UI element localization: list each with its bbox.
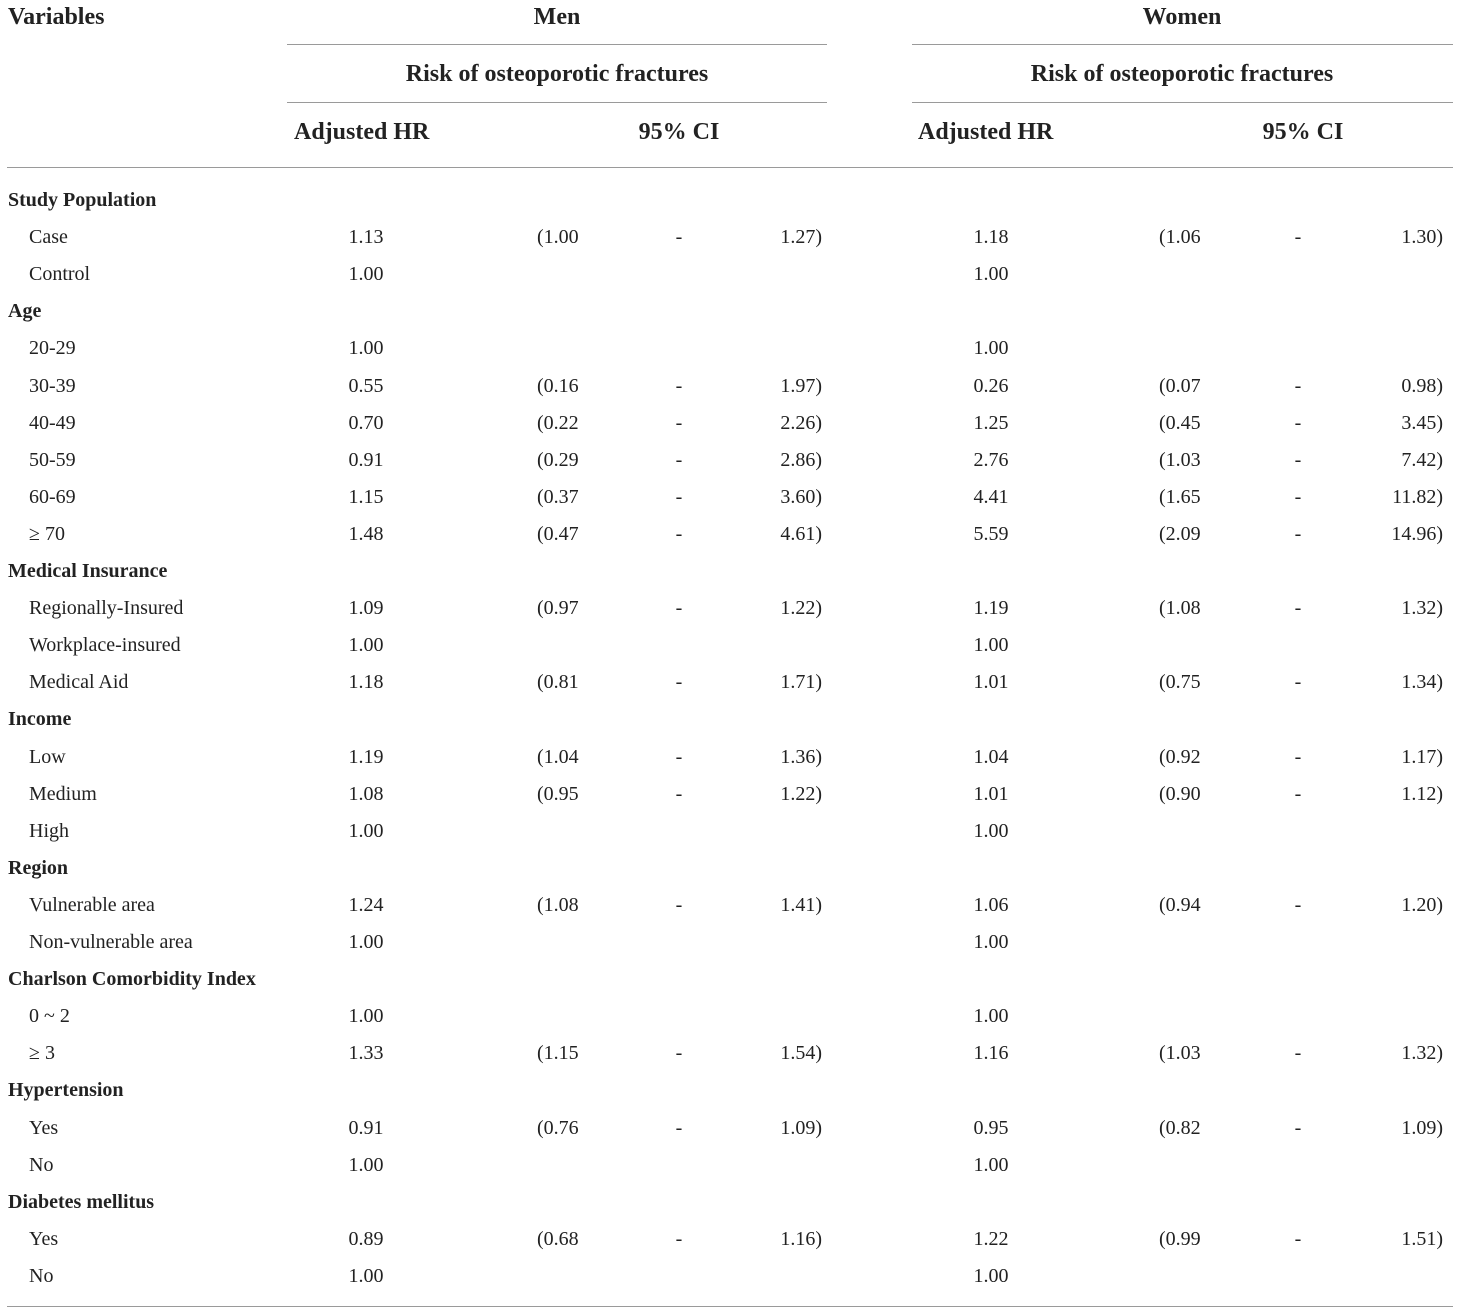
men-adjusted-hr: 1.00 (348, 1265, 384, 1287)
row-label: High (29, 820, 69, 842)
men-adjusted-hr: 1.18 (348, 671, 384, 693)
row-label: Low (29, 746, 66, 768)
women-adjusted-hr: 1.00 (973, 634, 1009, 656)
men-ci-lower: (0.97 (537, 597, 579, 619)
women-adjusted-hr-header: Adjusted HR (918, 119, 1054, 145)
women-ci-upper: 1.17) (1401, 746, 1443, 768)
women-adjusted-hr: 1.19 (973, 597, 1009, 619)
women-ci-lower: (1.03 (1159, 449, 1201, 471)
women-ci-dash: - (1294, 449, 1302, 471)
women-ci-dash: - (1294, 226, 1302, 248)
women-ci-upper: 1.32) (1401, 1042, 1443, 1064)
men-ci-upper: 2.26) (780, 412, 822, 434)
women-ci-dash: - (1294, 375, 1302, 397)
section-label: Study Population (8, 189, 157, 211)
row-label: Case (29, 226, 68, 248)
row-label: Control (29, 263, 91, 285)
row-label: 50-59 (29, 449, 76, 471)
women-header-rule (912, 44, 1453, 45)
women-ci-lower: (2.09 (1159, 523, 1201, 545)
men-adjusted-hr: 1.08 (348, 783, 384, 805)
men-ci-lower: (0.16 (537, 375, 579, 397)
men-header-rule (287, 44, 827, 45)
men-ci-header: 95% CI (638, 119, 720, 145)
row-label: 20-29 (29, 337, 76, 359)
men-adjusted-hr: 0.89 (348, 1228, 384, 1250)
women-ci-lower: (0.99 (1159, 1228, 1201, 1250)
variables-header: Variables (8, 4, 105, 30)
men-adjusted-hr: 1.00 (348, 337, 384, 359)
women-ci-upper: 14.96) (1391, 523, 1443, 545)
men-ci-dash: - (675, 746, 683, 768)
section-label: Income (8, 708, 72, 730)
women-adjusted-hr: 1.00 (973, 1005, 1009, 1027)
men-ci-upper: 1.22) (780, 597, 822, 619)
section-label: Medical Insurance (8, 560, 168, 582)
men-ci-lower: (0.81 (537, 671, 579, 693)
men-risk-label: Risk of osteoporotic fractures (405, 61, 709, 87)
row-label: Yes (29, 1117, 59, 1139)
men-ci-dash: - (675, 523, 683, 545)
women-ci-upper: 1.34) (1401, 671, 1443, 693)
men-adjusted-hr: 0.55 (348, 375, 384, 397)
men-adjusted-hr: 1.00 (348, 820, 384, 842)
women-ci-dash: - (1294, 1228, 1302, 1250)
women-ci-dash: - (1294, 486, 1302, 508)
header-bottom-rule (7, 167, 1453, 168)
table-bottom-rule (7, 1306, 1453, 1307)
men-ci-upper: 3.60) (780, 486, 822, 508)
men-ci-lower: (1.15 (537, 1042, 579, 1064)
men-adjusted-hr-header: Adjusted HR (294, 119, 430, 145)
women-ci-dash: - (1294, 412, 1302, 434)
women-ci-upper: 1.09) (1401, 1117, 1443, 1139)
men-ci-lower: (0.29 (537, 449, 579, 471)
men-ci-dash: - (675, 375, 683, 397)
women-adjusted-hr: 1.18 (973, 226, 1009, 248)
men-ci-lower: (1.00 (537, 226, 579, 248)
men-adjusted-hr: 1.15 (348, 486, 384, 508)
men-adjusted-hr: 1.00 (348, 263, 384, 285)
women-ci-lower: (1.06 (1159, 226, 1201, 248)
women-ci-lower: (0.82 (1159, 1117, 1201, 1139)
women-ci-dash: - (1294, 671, 1302, 693)
women-ci-upper: 7.42) (1401, 449, 1443, 471)
men-ci-dash: - (675, 1117, 683, 1139)
men-adjusted-hr: 1.00 (348, 1154, 384, 1176)
men-ci-upper: 1.22) (780, 783, 822, 805)
women-ci-lower: (1.65 (1159, 486, 1201, 508)
row-label: No (29, 1154, 54, 1176)
men-ci-lower: (0.37 (537, 486, 579, 508)
section-label: Diabetes mellitus (8, 1191, 155, 1213)
row-label: Yes (29, 1228, 59, 1250)
women-subheader-rule (912, 102, 1453, 103)
men-adjusted-hr: 1.33 (348, 1042, 384, 1064)
men-ci-upper: 1.54) (780, 1042, 822, 1064)
men-ci-upper: 1.41) (780, 894, 822, 916)
women-ci-dash: - (1294, 783, 1302, 805)
women-ci-upper: 1.32) (1401, 597, 1443, 619)
women-ci-dash: - (1294, 597, 1302, 619)
women-adjusted-hr: 0.26 (973, 375, 1009, 397)
women-header: Women (1142, 4, 1222, 30)
women-ci-dash: - (1294, 523, 1302, 545)
women-adjusted-hr: 1.00 (973, 1154, 1009, 1176)
men-ci-upper: 1.16) (780, 1228, 822, 1250)
women-ci-upper: 1.30) (1401, 226, 1443, 248)
women-ci-header: 95% CI (1262, 119, 1344, 145)
women-risk-label: Risk of osteoporotic fractures (1030, 61, 1334, 87)
men-adjusted-hr: 1.13 (348, 226, 384, 248)
men-adjusted-hr: 0.70 (348, 412, 384, 434)
men-ci-dash: - (675, 412, 683, 434)
men-adjusted-hr: 1.09 (348, 597, 384, 619)
row-label: Workplace-insured (29, 634, 181, 656)
men-ci-lower: (1.08 (537, 894, 579, 916)
women-ci-lower: (0.94 (1159, 894, 1201, 916)
men-ci-dash: - (675, 449, 683, 471)
women-adjusted-hr: 1.22 (973, 1228, 1009, 1250)
women-ci-upper: 1.51) (1401, 1228, 1443, 1250)
women-adjusted-hr: 4.41 (973, 486, 1009, 508)
women-ci-dash: - (1294, 1042, 1302, 1064)
women-ci-upper: 3.45) (1401, 412, 1443, 434)
women-adjusted-hr: 2.76 (973, 449, 1009, 471)
section-label: Region (8, 857, 68, 879)
women-ci-dash: - (1294, 746, 1302, 768)
men-ci-dash: - (675, 671, 683, 693)
women-adjusted-hr: 1.01 (973, 783, 1009, 805)
women-adjusted-hr: 1.00 (973, 820, 1009, 842)
women-ci-lower: (0.90 (1159, 783, 1201, 805)
row-label: Non-vulnerable area (29, 931, 193, 953)
men-ci-upper: 1.36) (780, 746, 822, 768)
women-adjusted-hr: 1.06 (973, 894, 1009, 916)
men-ci-dash: - (675, 1042, 683, 1064)
women-ci-lower: (0.07 (1159, 375, 1201, 397)
women-adjusted-hr: 1.00 (973, 931, 1009, 953)
women-adjusted-hr: 5.59 (973, 523, 1009, 545)
men-adjusted-hr: 1.19 (348, 746, 384, 768)
men-adjusted-hr: 1.48 (348, 523, 384, 545)
men-adjusted-hr: 1.00 (348, 1005, 384, 1027)
men-ci-lower: (0.76 (537, 1117, 579, 1139)
men-ci-upper: 1.97) (780, 375, 822, 397)
men-header: Men (533, 4, 581, 30)
men-ci-lower: (1.04 (537, 746, 579, 768)
section-label: Age (8, 300, 42, 322)
row-label: Medium (29, 783, 97, 805)
row-label: Vulnerable area (29, 894, 155, 916)
row-label: 60-69 (29, 486, 76, 508)
women-ci-lower: (1.08 (1159, 597, 1201, 619)
section-label: Hypertension (8, 1079, 124, 1101)
women-adjusted-hr: 1.25 (973, 412, 1009, 434)
row-label: ≥ 70 (29, 523, 65, 545)
women-adjusted-hr: 1.16 (973, 1042, 1009, 1064)
women-ci-dash: - (1294, 894, 1302, 916)
women-ci-lower: (0.45 (1159, 412, 1201, 434)
women-adjusted-hr: 1.00 (973, 263, 1009, 285)
row-label: 30-39 (29, 375, 76, 397)
men-ci-dash: - (675, 226, 683, 248)
men-adjusted-hr: 0.91 (348, 449, 384, 471)
men-ci-dash: - (675, 1228, 683, 1250)
row-label: 0 ~ 2 (29, 1005, 70, 1027)
women-ci-lower: (0.75 (1159, 671, 1201, 693)
women-adjusted-hr: 0.95 (973, 1117, 1009, 1139)
men-ci-upper: 1.71) (780, 671, 822, 693)
men-ci-upper: 4.61) (780, 523, 822, 545)
men-ci-dash: - (675, 894, 683, 916)
women-adjusted-hr: 1.00 (973, 337, 1009, 359)
men-adjusted-hr: 0.91 (348, 1117, 384, 1139)
men-ci-dash: - (675, 783, 683, 805)
men-adjusted-hr: 1.00 (348, 634, 384, 656)
women-adjusted-hr: 1.04 (973, 746, 1009, 768)
women-adjusted-hr: 1.01 (973, 671, 1009, 693)
men-subheader-rule (287, 102, 827, 103)
row-label: 40-49 (29, 412, 76, 434)
row-label: Medical Aid (29, 671, 129, 693)
row-label: ≥ 3 (29, 1042, 55, 1064)
women-ci-upper: 11.82) (1392, 486, 1443, 508)
men-adjusted-hr: 1.00 (348, 931, 384, 953)
women-adjusted-hr: 1.00 (973, 1265, 1009, 1287)
men-adjusted-hr: 1.24 (348, 894, 384, 916)
section-label: Charlson Comorbidity Index (8, 968, 256, 990)
men-ci-lower: (0.68 (537, 1228, 579, 1250)
women-ci-upper: 1.12) (1401, 783, 1443, 805)
women-ci-upper: 1.20) (1401, 894, 1443, 916)
men-ci-upper: 1.27) (780, 226, 822, 248)
men-ci-dash: - (675, 486, 683, 508)
men-ci-lower: (0.22 (537, 412, 579, 434)
women-ci-upper: 0.98) (1401, 375, 1443, 397)
women-ci-lower: (1.03 (1159, 1042, 1201, 1064)
men-ci-dash: - (675, 597, 683, 619)
men-ci-lower: (0.95 (537, 783, 579, 805)
men-ci-lower: (0.47 (537, 523, 579, 545)
women-ci-dash: - (1294, 1117, 1302, 1139)
row-label: Regionally-Insured (29, 597, 184, 619)
row-label: No (29, 1265, 54, 1287)
men-ci-upper: 2.86) (780, 449, 822, 471)
men-ci-upper: 1.09) (780, 1117, 822, 1139)
women-ci-lower: (0.92 (1159, 746, 1201, 768)
